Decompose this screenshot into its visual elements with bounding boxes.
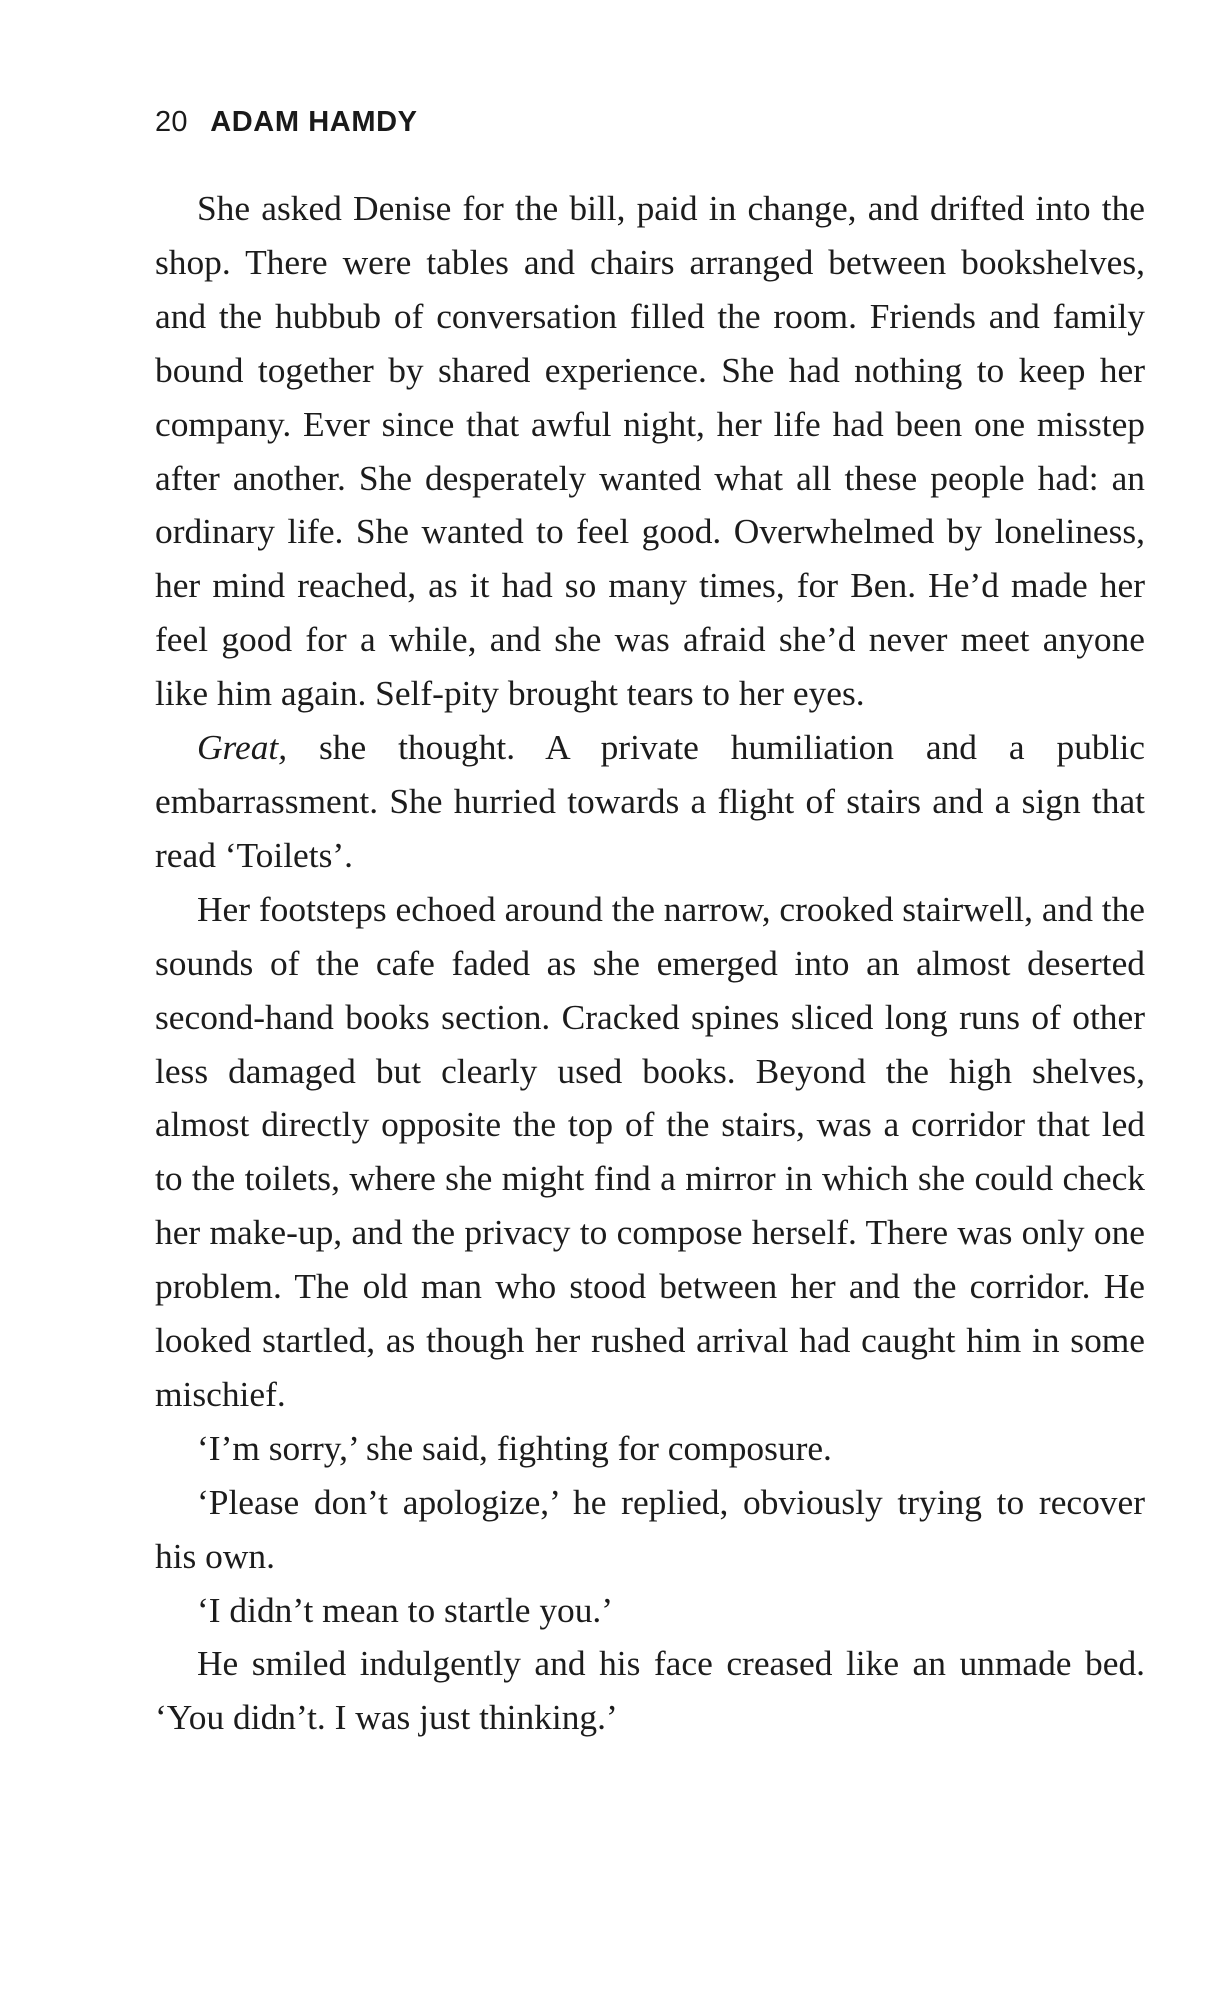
running-header [155, 106, 418, 139]
author-name: ADAM HAMDY [210, 106, 418, 138]
body-text [155, 182, 1145, 1745]
paragraph [155, 721, 1145, 883]
paragraph: She asked Denise for the bill, paid in change, and drifted into the shop. There were tables and chairs arranged between bookshelves, and the hubbub of conversation filled the room. Friends and family bound together by shared experience. She had nothing to keep her company. Ever since that awful night, her life had been one misstep after another. She desperately wanted what all these people had: an ordinary life. She wanted to feel good. Overwhelmed by loneliness, her mind reached, as it had so many times, for Ben. He’d made her feel good for a while, and she was afraid she’d never meet anyone like him again. Self-pity brought tears to her eyes. [155, 188, 1145, 714]
paragraph: He smiled indulgently and his face creased like an unmade bed. ‘You didn’t. I was just thinking.’ [155, 1643, 1145, 1738]
paragraph: ‘Please don’t apologize,’ he replied, obviously trying to recover his own. [155, 1481, 1145, 1576]
page-number: 20 [155, 106, 188, 138]
paragraph: ‘I’m sorry,’ she said, fighting for composure. [197, 1427, 832, 1468]
paragraph-text: she thought. A private humiliation and a public embarrassment. She hurried towards a flight of stairs and a sign that read ‘Toilets’. [155, 727, 1145, 875]
paragraph: ‘I didn’t mean to startle you.’ [197, 1589, 614, 1630]
paragraph: Her footsteps echoed around the narrow, crooked stairwell, and the sounds of the cafe faded as she emerged into an almost deserted second-hand books section. Cracked spines sliced long runs of other less damaged but clearly used books. Beyond the high shelves, almost directly opposite the top of the stairs, was a corridor that led to the toilets, where she might find a mirror in which she could check her make-up, and the privacy to compose herself. There was only one problem. The old man who stood between her and the corridor. He looked startled, as though her rushed arrival had caught him in some mischief. [155, 888, 1145, 1414]
italic-emphasis: Great, [197, 727, 288, 768]
